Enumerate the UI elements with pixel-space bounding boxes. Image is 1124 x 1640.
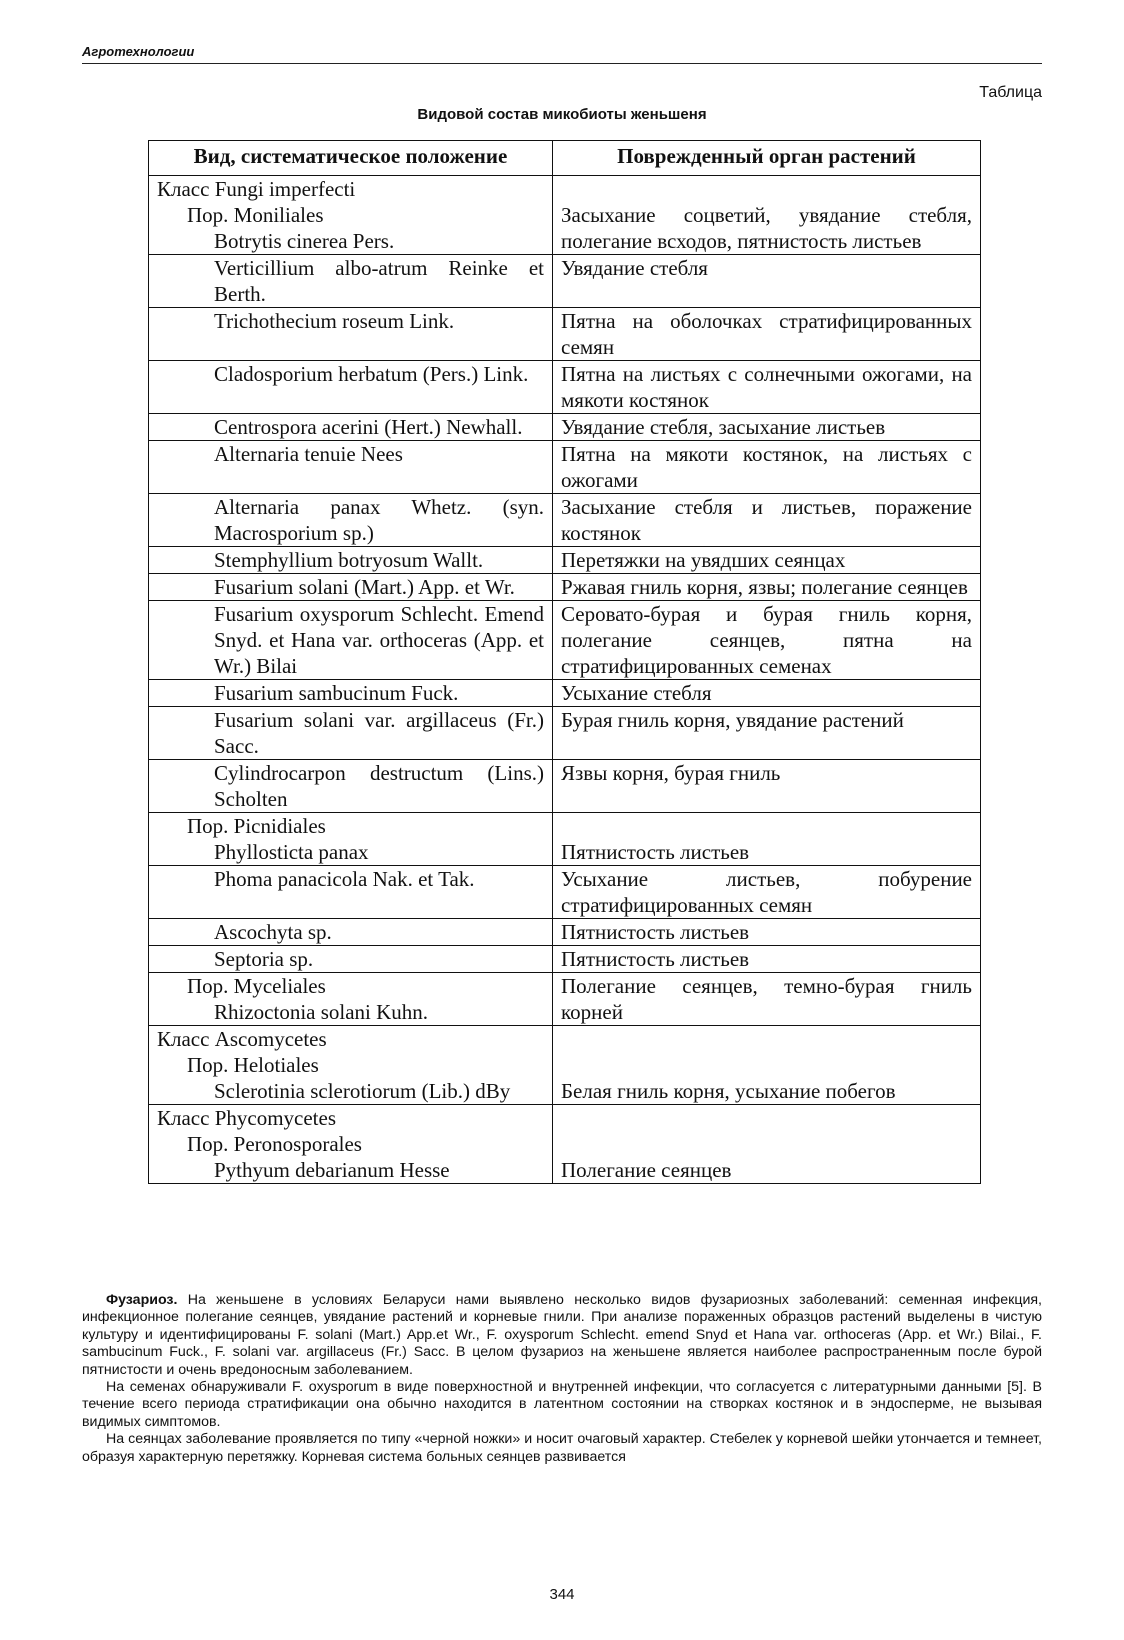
species-cell	[149, 707, 553, 760]
species-cell	[149, 255, 553, 308]
taxon-species: Pythyum debarianum Hesse	[214, 1158, 450, 1182]
paragraph-fusarium	[82, 1292, 1042, 1379]
species-cell	[149, 601, 553, 680]
organ-cell: Белая гниль корня, усыхание побегов	[553, 1026, 981, 1105]
taxon-species: Botrytis cinerea Pers.	[214, 229, 395, 253]
paragraph-lead: Фузариоз.	[106, 1292, 178, 1308]
taxon-species: Phyllosticta panax	[214, 840, 369, 864]
organ-cell: Пятна на мякоти костянок, на листьях с ожогами	[553, 441, 981, 494]
taxon-species: Fusarium solani var. argillaceus (Fr.) Sacc.	[214, 708, 544, 758]
species-cell	[149, 760, 553, 813]
organ-cell: Бурая гниль корня, увядание растений	[553, 707, 981, 760]
table-row	[149, 1026, 981, 1105]
species-cell	[149, 361, 553, 414]
organ-cell: Полегание сеянцев	[553, 1105, 981, 1184]
taxon-order: Пор. Moniliales	[187, 203, 324, 227]
table-row	[149, 946, 981, 973]
table-row	[149, 680, 981, 707]
taxon-species: Phoma panacicola Nak. et Tak.	[214, 867, 475, 891]
table-row	[149, 414, 981, 441]
taxon-species: Sclerotinia sclerotiorum (Lib.) dBy	[214, 1079, 511, 1103]
taxon-class: Класс Ascomycetes	[157, 1027, 327, 1051]
table-row	[149, 813, 981, 866]
table-header-row	[149, 141, 981, 176]
mycobiota-table	[148, 140, 981, 1184]
taxon-species: Cylindrocarpon destructum (Lins.) Scholten	[214, 761, 544, 811]
organ-cell: Усыхание листьев, побурение стратифицированных семян	[553, 866, 981, 919]
taxon-species: Fusarium solani (Mart.) App. et Wr.	[214, 575, 515, 599]
species-cell	[149, 414, 553, 441]
running-head: Агротехнологии	[82, 44, 1042, 64]
species-cell	[149, 574, 553, 601]
taxon-species: Alternaria panax Whetz. (syn. Macrosporium sp.)	[214, 495, 544, 545]
table-body	[149, 176, 981, 1184]
taxon-species: Cladosporium herbatum (Pers.) Link.	[214, 362, 529, 386]
organ-cell: Язвы корня, бурая гниль	[553, 760, 981, 813]
species-cell	[149, 946, 553, 973]
species-cell	[149, 1105, 553, 1184]
species-cell	[149, 919, 553, 946]
organ-cell: Пятна на листьях с солнечными ожогами, на мякоти костянок	[553, 361, 981, 414]
organ-cell: Засыхание соцветий, увядание стебля, полегание всходов, пятнистость листьев	[553, 176, 981, 255]
species-cell	[149, 547, 553, 574]
table-row	[149, 973, 981, 1026]
table-row	[149, 494, 981, 547]
organ-cell: Пятнистость листьев	[553, 946, 981, 973]
taxon-class: Класс Phycomycetes	[157, 1106, 337, 1130]
column-header-organ: Поврежденный орган растений	[553, 141, 981, 176]
page-number: 344	[549, 1586, 575, 1603]
taxon-order: Пор. Picnidiales	[187, 814, 326, 838]
organ-cell: Полегание сеянцев, темно-бурая гниль корней	[553, 973, 981, 1026]
organ-cell: Пятнистость листьев	[553, 919, 981, 946]
table-row	[149, 760, 981, 813]
body-text	[82, 1292, 1042, 1466]
species-cell	[149, 441, 553, 494]
table-row	[149, 574, 981, 601]
taxon-species: Stemphyllium botryosum Wallt.	[214, 548, 484, 572]
taxon-class: Класс Fungi imperfecti	[157, 177, 356, 201]
organ-cell: Перетяжки на увядших сеянцах	[553, 547, 981, 574]
species-cell	[149, 813, 553, 866]
table-row	[149, 176, 981, 255]
taxon-order: Пор. Myceliales	[187, 974, 326, 998]
organ-cell: Увядание стебля	[553, 255, 981, 308]
organ-cell: Усыхание стебля	[553, 680, 981, 707]
table-row	[149, 441, 981, 494]
column-header-species: Вид, систематическое положение	[149, 141, 553, 176]
table-row	[149, 601, 981, 680]
species-cell	[149, 308, 553, 361]
table-title: Видовой состав микобиоты женьшеня	[417, 106, 707, 123]
paragraph-seedlings: На сеянцах заболевание проявляется по типу «черной ножки» и носит очаговый характер. Стебелек у корневой шейки утончается и темнеет, образуя характерную перетяжку. Корневая система больных сеянцев развивается	[82, 1431, 1042, 1465]
taxon-species: Centrospora acerini (Hert.) Newhall.	[214, 415, 523, 439]
organ-cell: Увядание стебля, засыхание листьев	[553, 414, 981, 441]
taxon-order: Пор. Helotiales	[187, 1053, 319, 1077]
organ-cell: Пятнистость листьев	[553, 813, 981, 866]
table-label: Таблица	[979, 84, 1042, 101]
organ-cell: Серовато-бурая и бурая гниль корня, полегание сеянцев, пятна на стратифицированных семенах	[553, 601, 981, 680]
taxon-species: Fusarium sambucinum Fuck.	[214, 681, 459, 705]
table-row	[149, 361, 981, 414]
taxon-species: Verticillium albo-atrum Reinke et Berth.	[214, 256, 544, 306]
species-cell	[149, 866, 553, 919]
taxon-species: Rhizoctonia solani Kuhn.	[214, 1000, 429, 1024]
species-cell	[149, 1026, 553, 1105]
table-row	[149, 308, 981, 361]
table-row	[149, 707, 981, 760]
paragraph-seeds: На семенах обнаруживали F. oxysporum в виде поверхностной и внутренней инфекции, что согласуется с литературными данными [5]. В течение всего периода стратификации она обычно находится в латентном состоянии на створках костянок и в эндосперме, не вызывая видимых симптомов.	[82, 1379, 1042, 1430]
species-cell	[149, 973, 553, 1026]
taxon-species: Septoria sp.	[214, 947, 314, 971]
species-cell	[149, 680, 553, 707]
table-row	[149, 255, 981, 308]
species-cell	[149, 176, 553, 255]
table-row	[149, 547, 981, 574]
organ-cell: Засыхание стебля и листьев, поражение костянок	[553, 494, 981, 547]
taxon-species: Alternaria tenuie Nees	[214, 442, 403, 466]
taxon-species: Fusarium oxysporum Schlecht. Emend Snyd. et Hana var. orthoceras (App. et Wr.) Bilai	[214, 602, 544, 678]
species-cell	[149, 494, 553, 547]
table-row	[149, 1105, 981, 1184]
table-row	[149, 919, 981, 946]
taxon-species: Trichothecium roseum Link.	[214, 309, 455, 333]
taxon-species: Ascochyta sp.	[214, 920, 332, 944]
table-row	[149, 866, 981, 919]
organ-cell: Ржавая гниль корня, язвы; полегание сеянцев	[553, 574, 981, 601]
taxon-order: Пор. Peronosporales	[187, 1132, 362, 1156]
paragraph-text: На женьшене в условиях Беларуси нами выявлено несколько видов фузариозных заболеваний: семенная инфекция, инфекционное полегание сеянцев, увядание растений и корневые гнили. При анализе пораженных образцов растений выделены в чистую культуру и идентифицированы F. solani (Mart.) App.et Wr., F. oxysporum Schlecht. emend Snyd et Hana var. orthoceras (App. et Wr.) Bilai., F. sambucinum Fuck., F. solani var. argillaceus (Fr.) Sacc. В целом фузариоз на женьшене является наиболее распространенным после бурой пятнистости и очень вредоносным заболеванием.	[82, 1292, 1042, 1378]
organ-cell: Пятна на оболочках стратифицированных семян	[553, 308, 981, 361]
